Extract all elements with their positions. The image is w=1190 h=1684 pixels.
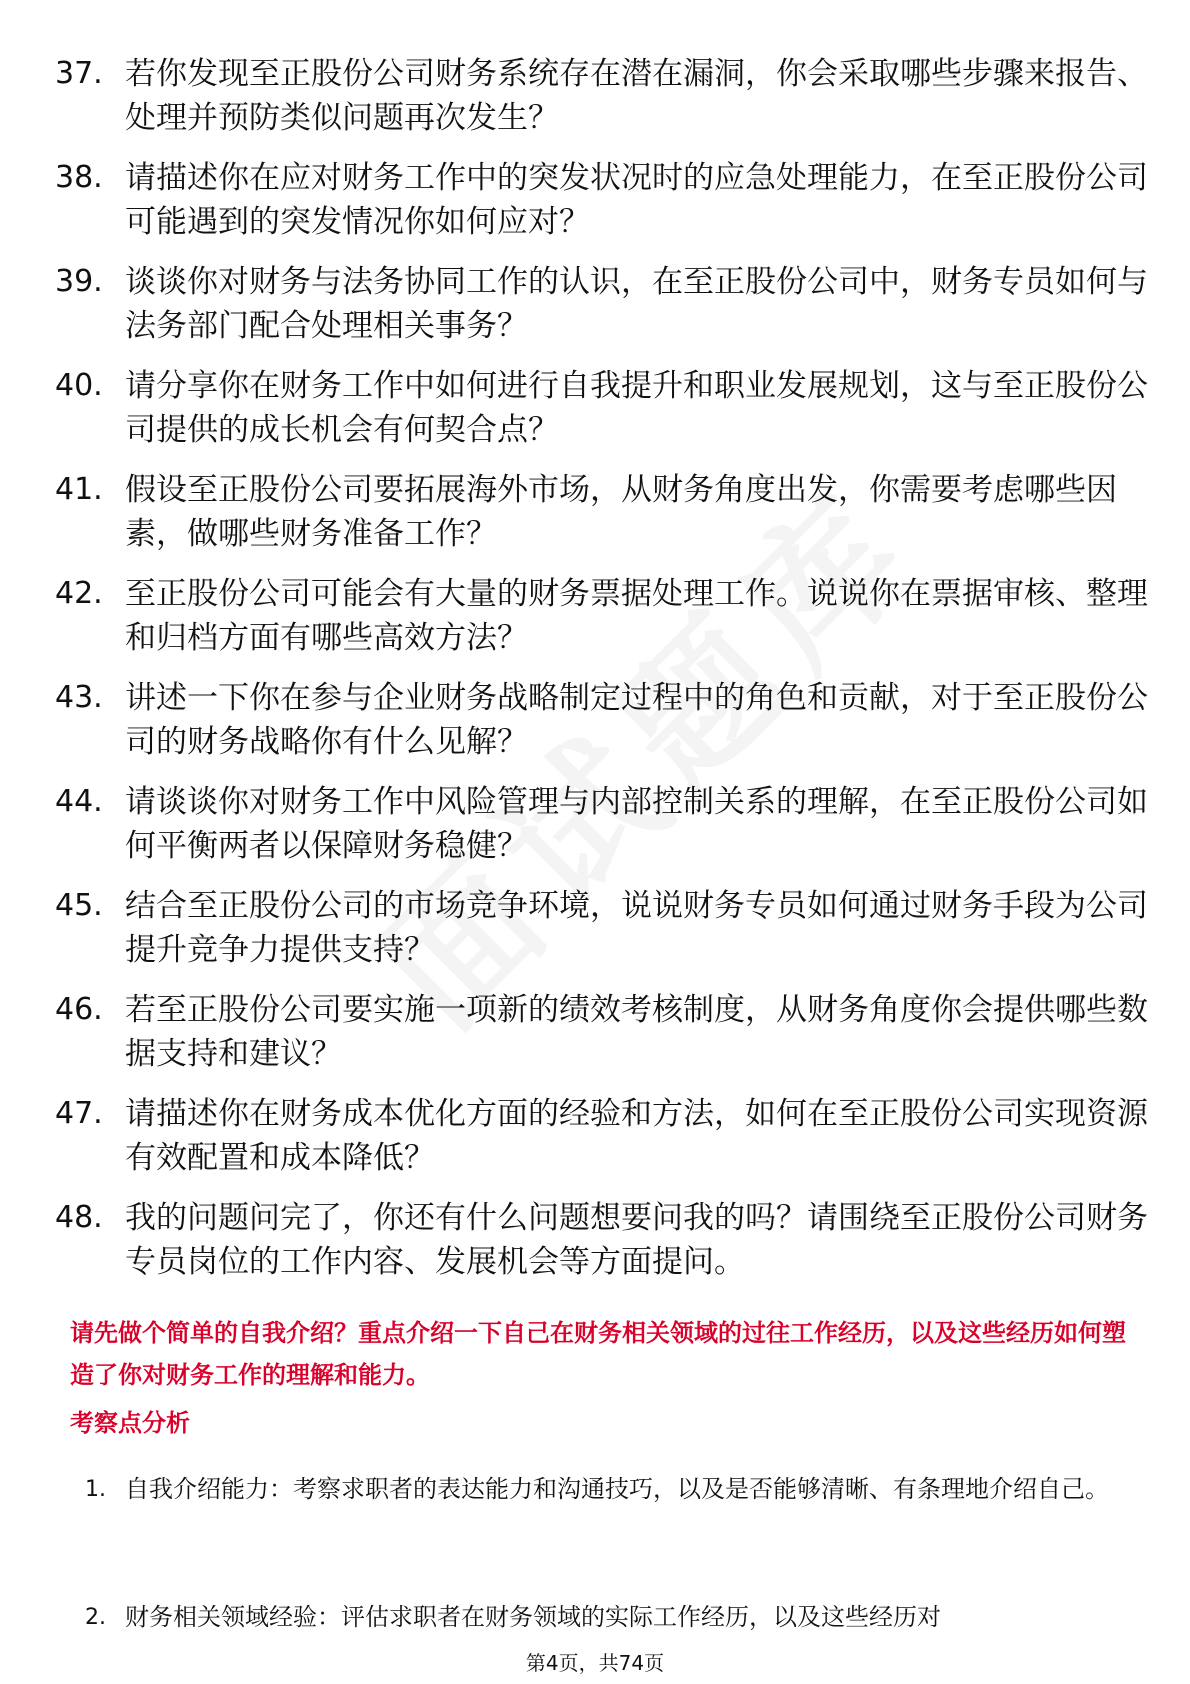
question-number: 42. — [55, 576, 103, 611]
question-item — [55, 364, 1148, 468]
question-item — [55, 156, 1148, 260]
question-item — [55, 572, 1148, 676]
question-number: 48. — [55, 1200, 103, 1235]
question-item — [55, 1196, 1148, 1300]
question-item — [55, 676, 1148, 780]
question-number: 43. — [55, 680, 103, 715]
question-item — [55, 260, 1148, 364]
question-number: 40. — [55, 368, 103, 403]
question-text: 至正股份公司可能会有大量的财务票据处理工作。说说你在票据审核、整理和归档方面有哪些高效方法？ — [125, 576, 1148, 656]
question-text: 请描述你在应对财务工作中的突发状况时的应急处理能力，在至正股份公司可能遇到的突发情况你如何应对？ — [125, 160, 1148, 240]
question-number: 37. — [55, 56, 103, 91]
question-item — [55, 884, 1148, 988]
question-number: 47. — [55, 1096, 103, 1131]
question-item — [55, 468, 1135, 572]
question-text: 假设至正股份公司要拓展海外市场，从财务角度出发，你需要考虑哪些因素，做哪些财务准备工作？ — [125, 472, 1117, 552]
question-number: 41. — [55, 472, 103, 507]
question-item — [55, 780, 1148, 884]
question-number: 44. — [55, 784, 103, 819]
question-text: 谈谈你对财务与法务协同工作的认识，在至正股份公司中，财务专员如何与法务部门配合处理相关事务？ — [125, 264, 1148, 344]
question-item — [55, 1092, 1148, 1196]
question-text: 结合至正股份公司的市场竞争环境，说说财务专员如何通过财务手段为公司提升竞争力提供支持？ — [125, 888, 1148, 968]
question-item — [55, 988, 1148, 1092]
analysis-number: 1. — [85, 1477, 106, 1502]
question-text: 请描述你在财务成本优化方面的经验和方法，如何在至正股份公司实现资源有效配置和成本降低？ — [125, 1096, 1148, 1176]
question-text: 讲述一下你在参与企业财务战略制定过程中的角色和贡献，对于至正股份公司的财务战略你有什么见解？ — [125, 680, 1148, 760]
question-list — [55, 52, 1148, 1300]
highlight-question: 请先做个简单的自我介绍？重点介绍一下自己在财务相关领域的过往工作经历，以及这些经历如何塑造了你对财务工作的理解和能力。 — [70, 1319, 1126, 1389]
analysis-text: 财务相关领域经验：评估求职者在财务领域的实际工作经历，以及这些经历对 — [125, 1603, 941, 1631]
question-number: 39. — [55, 264, 103, 299]
question-number: 45. — [55, 888, 103, 923]
analysis-text: 自我介绍能力：考察求职者的表达能力和沟通技巧，以及是否能够清晰、有条理地介绍自己。 — [125, 1475, 1109, 1503]
question-text: 请分享你在财务工作中如何进行自我提升和职业发展规划，这与至正股份公司提供的成长机会有何契合点？ — [125, 368, 1148, 448]
question-text: 我的问题问完了，你还有什么问题想要问我的吗？请围绕至正股份公司财务专员岗位的工作内容、发展机会等方面提问。 — [125, 1200, 1148, 1280]
page-footer: 第4页，共74页 — [525, 1651, 665, 1675]
question-text: 若至正股份公司要实施一项新的绩效考核制度，从财务角度你会提供哪些数据支持和建议？ — [125, 992, 1148, 1072]
question-item — [55, 52, 1148, 156]
question-number: 46. — [55, 992, 103, 1027]
analysis-title: 考察点分析 — [70, 1409, 190, 1437]
question-number: 38. — [55, 160, 103, 195]
question-text: 若你发现至正股份公司财务系统存在潜在漏洞，你会采取哪些步骤来报告、处理并预防类似问题再次发生？ — [125, 56, 1148, 136]
question-text: 请谈谈你对财务工作中风险管理与内部控制关系的理解，在至正股份公司如何平衡两者以保障财务稳健？ — [125, 784, 1148, 864]
analysis-number: 2. — [85, 1605, 106, 1630]
